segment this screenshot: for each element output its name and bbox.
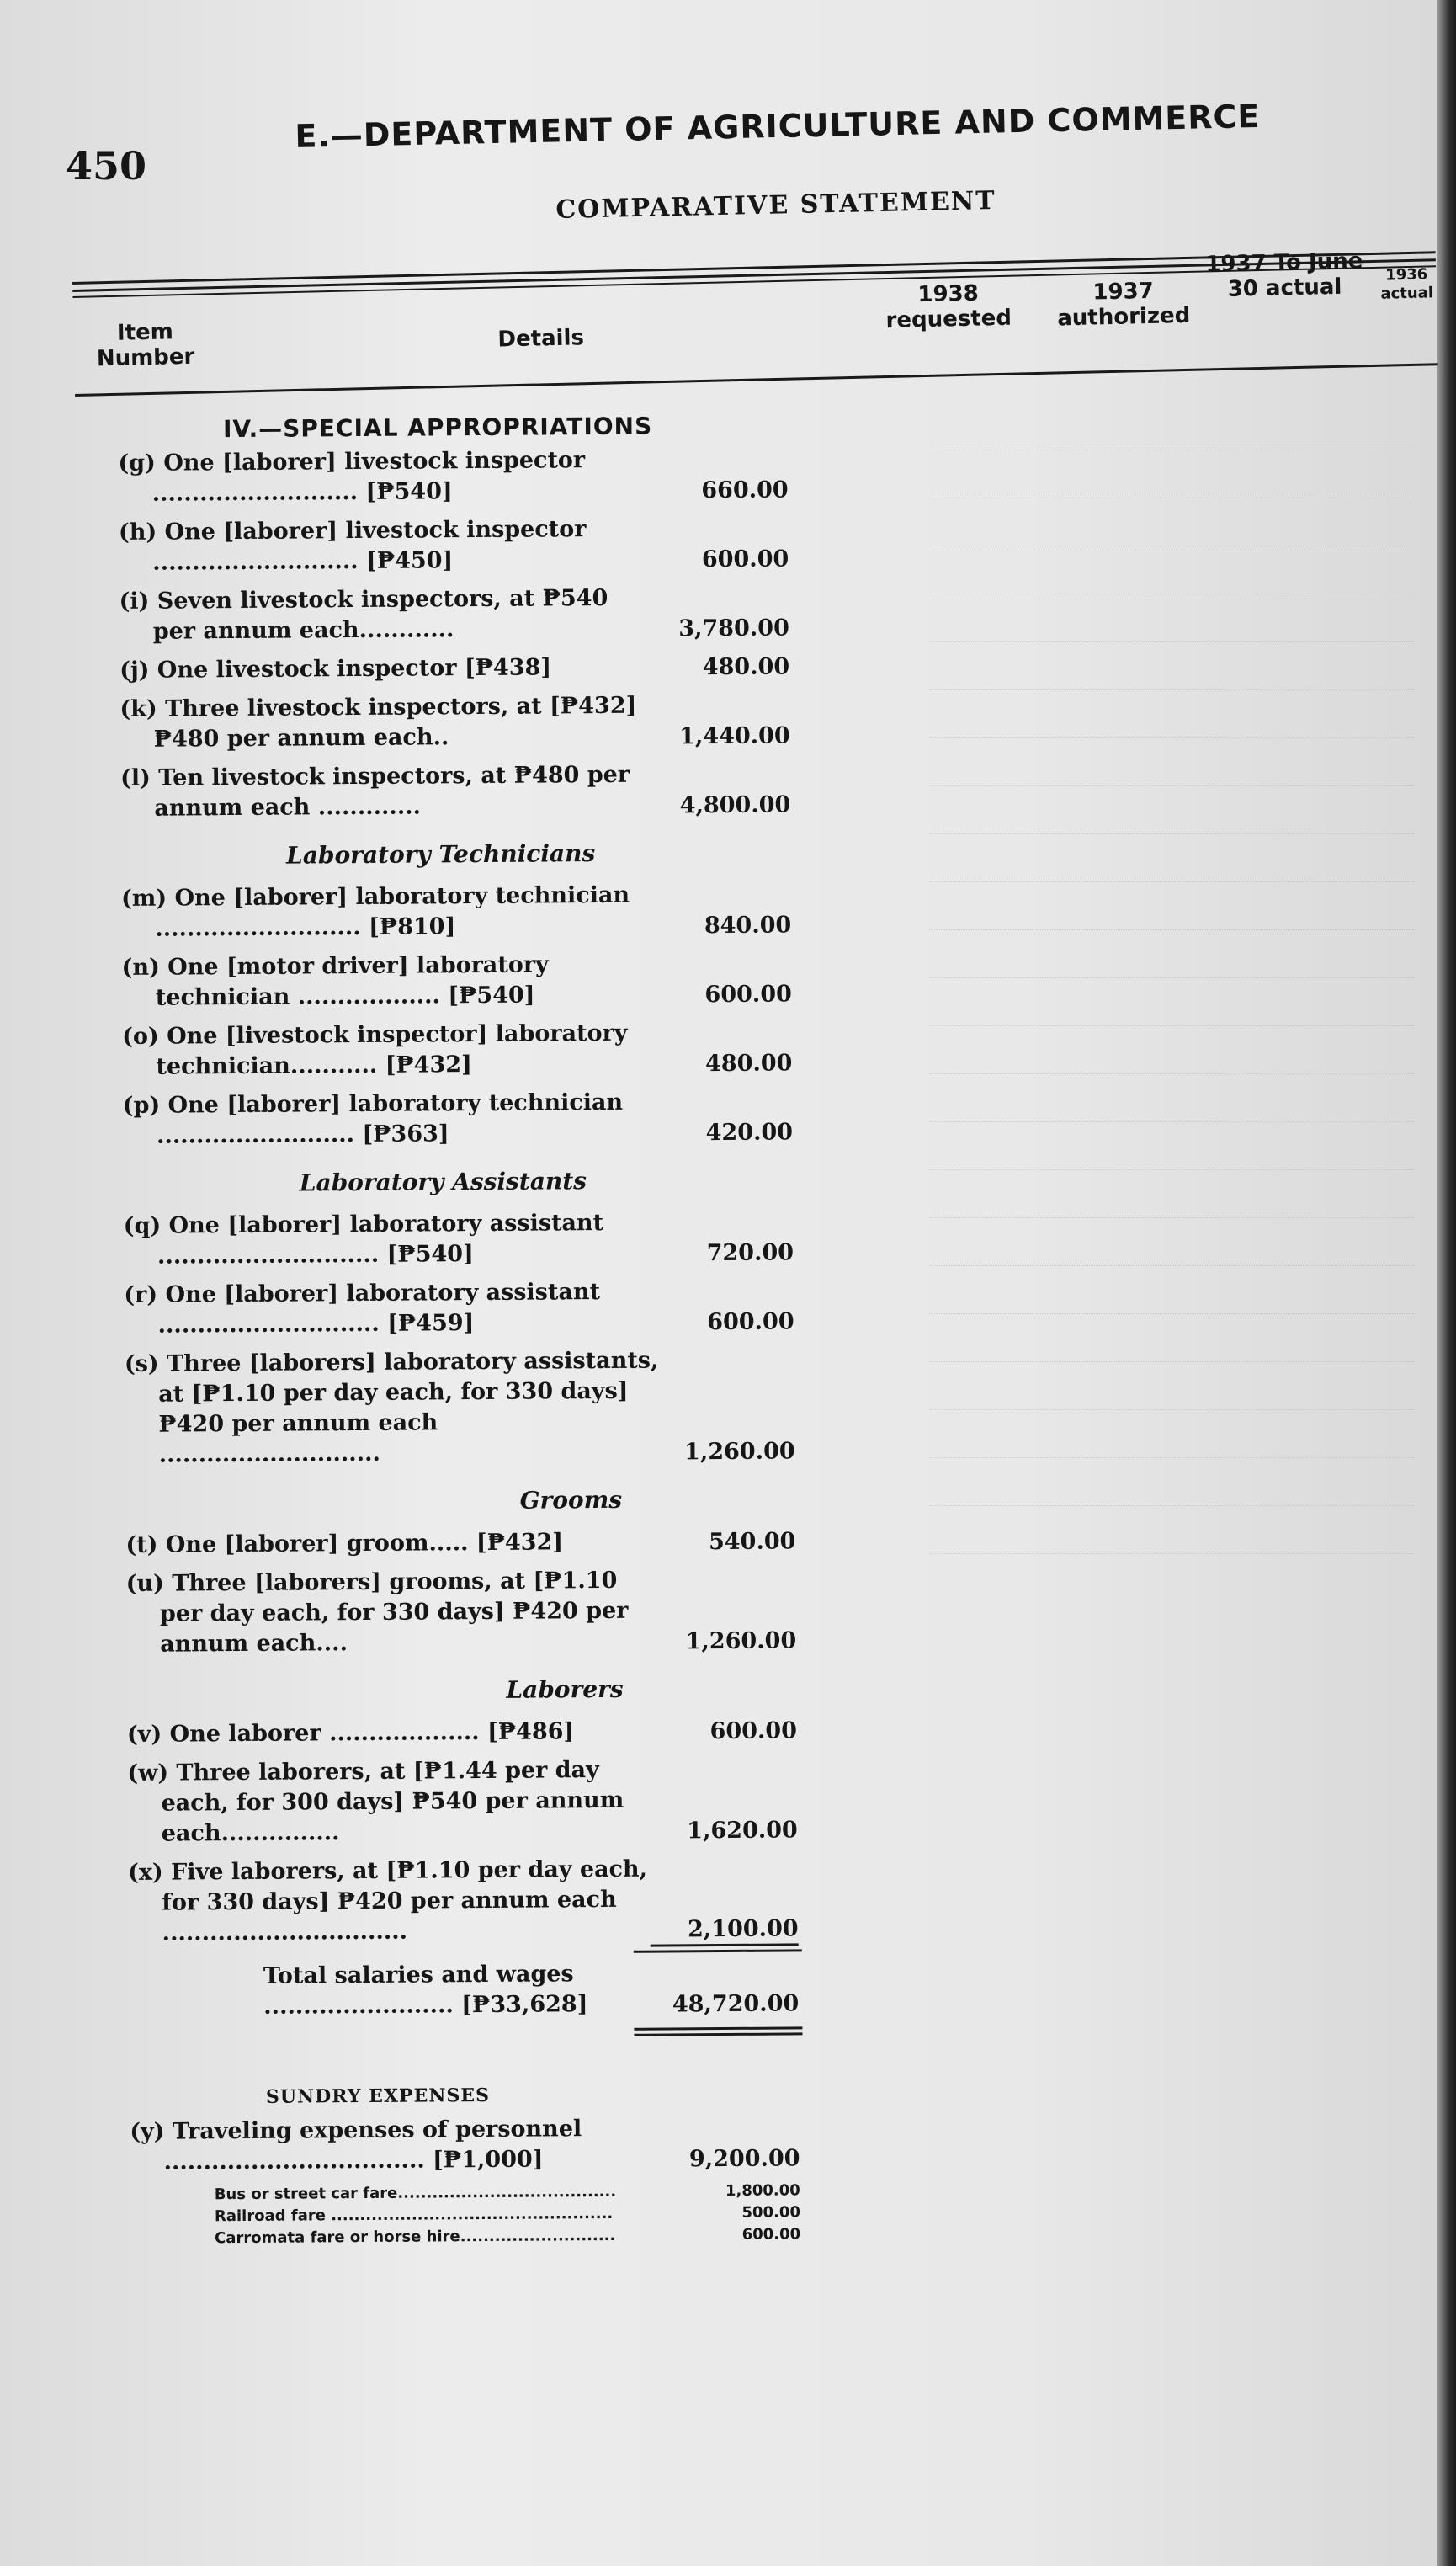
item-letter: (k) (120, 695, 157, 722)
line-item-row (124, 1275, 814, 1341)
item-amount: 660.00 (701, 476, 789, 504)
item-amount: 4,800.00 (679, 791, 791, 819)
line-item-row (122, 1017, 812, 1083)
item-amount: 2,100.00 (650, 1915, 798, 1946)
grooms-group (125, 1525, 816, 1660)
item-amount: 420.00 (705, 1119, 794, 1147)
item-amount: 840.00 (704, 912, 792, 940)
column-1937-june-actual: 1937 To June 30 actual (1205, 248, 1363, 302)
sundry-text: Traveling expenses of personnel ................................. [₱1,000] (163, 2116, 582, 2175)
item-amount: 600.00 (704, 981, 792, 1009)
total-salaries-row (129, 1957, 819, 2023)
line-item-row (128, 1853, 819, 1949)
item-letter: (q) (123, 1212, 162, 1239)
line-item-row (119, 582, 809, 647)
item-amount: 1,260.00 (683, 1438, 795, 1466)
livestock-inspectors-group (118, 444, 810, 824)
book-spine-shadow (1437, 0, 1456, 2566)
line-item-row (123, 1086, 813, 1152)
item-details: One [livestock inspector] laboratory technician........... [₱432] (156, 1019, 628, 1080)
line-item-row (125, 1525, 816, 1561)
item-amount: 720.00 (706, 1239, 794, 1267)
item-details: Three livestock inspectors, at [₱432] ₱480 per annum each.. (153, 692, 637, 753)
column-1938-requested: 1938 requested (885, 280, 1012, 334)
column-item-number: Item Number (96, 319, 195, 372)
item-amount: 3,780.00 (678, 615, 789, 642)
total-amount: 48,720.00 (672, 1990, 800, 2018)
sundry-breakdown-amount: 1,800.00 (725, 2181, 800, 2201)
line-item-row (119, 513, 809, 578)
sundry-breakdown-label: Bus or street car fare...................................... (214, 2182, 617, 2204)
lab-assistants-heading: Laboratory Assistants (299, 1167, 587, 1197)
bleed-through-text (808, 421, 1414, 2441)
item-details: One laborer ................... [₱486] (169, 1718, 575, 1748)
column-1937-authorized: 1937 authorized (1056, 278, 1191, 332)
item-details: One [laborer] laboratory technician ......................... [₱363] (156, 1089, 624, 1149)
item-letter: (i) (119, 588, 150, 615)
sundry-amount: 9,200.00 (688, 2145, 800, 2173)
item-letter: (w) (127, 1759, 169, 1786)
item-letter: (n) (121, 954, 160, 981)
item-letter: (x) (128, 1859, 163, 1886)
line-item-row (125, 1344, 816, 1471)
section-heading: IV.—SPECIAL APPROPRIATIONS (222, 412, 653, 444)
item-letter: (h) (118, 519, 157, 546)
lab-technicians-heading: Laboratory Technicians (285, 839, 596, 870)
item-amount: 1,440.00 (679, 722, 790, 750)
sundry-breakdown-amount: 600.00 (741, 2225, 801, 2244)
line-item-row (127, 1715, 817, 1750)
item-letter: (g) (118, 450, 156, 476)
item-details: Three [laborers] grooms, at [₱1.10 per day each, for 330 days] ₱420 per annum each.... (159, 1567, 629, 1658)
item-amount: 1,260.00 (685, 1627, 797, 1655)
item-letter: (s) (124, 1350, 159, 1377)
line-item-row (126, 1564, 817, 1660)
line-item-row (120, 651, 810, 686)
grooms-heading: Grooms (519, 1485, 623, 1515)
item-details: One [laborer] livestock inspector .......................... [₱540] (151, 447, 586, 507)
item-amount: 1,620.00 (687, 1817, 798, 1845)
item-letter: (p) (122, 1092, 161, 1119)
item-amount: 480.00 (702, 653, 790, 681)
item-details: One [laborer] groom..... [₱432] (165, 1529, 564, 1558)
total-double-rule (634, 2026, 802, 2036)
total-label: Total salaries and wages (263, 1961, 574, 1989)
line-item-row (120, 759, 810, 824)
item-letter: (v) (126, 1721, 162, 1748)
item-amount: 540.00 (708, 1528, 796, 1556)
item-letter: (u) (125, 1570, 165, 1597)
line-item-row (121, 879, 811, 945)
line-item-row (127, 1754, 818, 1850)
statement-title: COMPARATIVE STATEMENT (555, 186, 997, 225)
item-details: Ten livestock inspectors, at ₱480 per annum each ............. (154, 761, 630, 822)
item-amount: 600.00 (709, 1717, 798, 1745)
column-1936-actual: 1936 actual (1380, 265, 1434, 303)
department-title: E.—DEPARTMENT OF AGRICULTURE AND COMMERCE (295, 97, 1261, 155)
laborers-heading: Laborers (506, 1674, 624, 1704)
item-details: Seven livestock inspectors, at ₱540 per annum each............ (152, 584, 608, 645)
sundry-letter: (y) (130, 2118, 165, 2145)
item-letter: (m) (120, 885, 167, 912)
lab-assistants-group (124, 1206, 816, 1471)
lab-technicians-group (121, 879, 813, 1152)
sundry-breakdown-label: Railroad fare ................................................. (214, 2204, 614, 2226)
laborers-group (127, 1715, 819, 1949)
item-letter: (t) (125, 1531, 158, 1558)
line-item-row (120, 689, 810, 755)
sundry-heading: SUNDRY EXPENSES (265, 2084, 491, 2108)
line-item-row (118, 444, 808, 509)
line-item-row (124, 1206, 814, 1272)
item-amount: 600.00 (701, 546, 789, 573)
total-bracket: ........................ [₱33,628] (263, 1991, 588, 2020)
item-letter: (l) (120, 764, 151, 791)
item-details: One livestock inspector [₱438] (157, 654, 552, 684)
column-details: Details (497, 325, 585, 353)
item-details: One [laborer] laboratory assistant ............................ [₱540] (157, 1209, 604, 1270)
item-letter: (r) (124, 1281, 158, 1308)
sundry-breakdown-label: Carromata fare or horse hire........................... (215, 2226, 616, 2248)
sundry-breakdown-row (130, 2225, 821, 2252)
sundry-row (130, 2112, 820, 2178)
sundry-breakdown (130, 2181, 821, 2252)
item-details: One [motor driver] laboratory technician .................. [₱540] (155, 951, 549, 1011)
item-amount: 480.00 (704, 1050, 793, 1078)
item-details: One [laborer] laboratory assistant ............................ [₱459] (157, 1279, 601, 1339)
item-letter: (j) (120, 657, 150, 684)
item-details: One [laborer] livestock inspector .......................... [₱450] (152, 516, 587, 576)
appropriations-body (118, 407, 821, 2252)
table-header (72, 213, 1438, 413)
item-details: One [laborer] laboratory technician .......................... [₱810] (155, 881, 630, 942)
item-letter: (o) (122, 1023, 159, 1050)
line-item-row (121, 948, 811, 1014)
sundry-breakdown-amount: 500.00 (741, 2203, 801, 2222)
item-details: Five laborers, at [₱1.10 per day each, for 330 days] ₱420 per annum each ............................... (162, 1855, 648, 1946)
page-number: 450 (66, 143, 147, 189)
item-details: Three [laborers] laboratory assistants, at [₱1.10 per day each, for 330 days] ₱420 per annum each ............................ (158, 1347, 659, 1468)
item-details: Three laborers, at [₱1.44 per day each, for 300 days] ₱540 per annum each............... (161, 1757, 624, 1847)
item-amount: 600.00 (707, 1308, 794, 1336)
